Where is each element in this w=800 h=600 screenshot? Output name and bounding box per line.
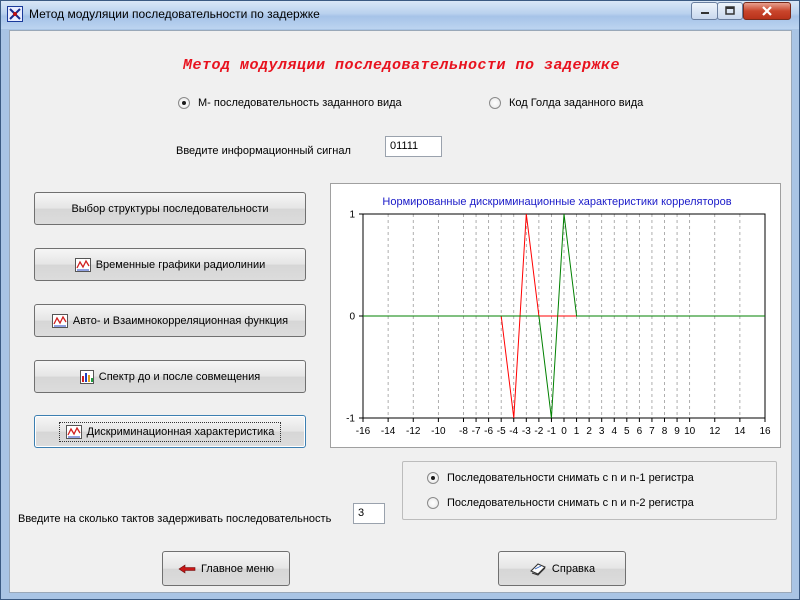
spectrum-button[interactable] [34, 360, 306, 393]
x-tick-label: -6 [484, 426, 494, 437]
info-signal-input[interactable]: 01111 [385, 136, 442, 157]
radio-dot [178, 97, 190, 109]
main-menu-button[interactable] [162, 551, 290, 586]
client-area [9, 30, 792, 593]
y-tick-label: 0 [349, 311, 355, 323]
register-options-group [402, 461, 777, 520]
delay-input[interactable]: 3 [353, 503, 385, 524]
time-graphs-button[interactable] [34, 248, 306, 281]
close-button[interactable] [743, 2, 791, 20]
maximize-button[interactable] [717, 2, 743, 20]
radio-dot [489, 97, 501, 109]
discriminator-chart [331, 184, 780, 447]
x-tick-label: -12 [406, 426, 421, 437]
x-tick-label: 4 [611, 426, 618, 437]
radio-register-n2[interactable] [427, 497, 694, 509]
y-tick-label: -1 [346, 413, 355, 425]
graph-icon [75, 258, 91, 272]
discriminator-button[interactable] [34, 415, 306, 448]
info-signal-label: Введите информационный сигнал [176, 145, 351, 157]
x-tick-label: 16 [759, 426, 771, 437]
x-tick-label: 5 [624, 426, 630, 437]
x-tick-label: 2 [586, 426, 592, 437]
minimize-button[interactable] [691, 2, 718, 20]
x-tick-label: 8 [661, 426, 668, 437]
x-tick-label: -8 [459, 426, 468, 437]
button-label: Справка [551, 562, 596, 575]
graph-icon [66, 425, 82, 439]
page-title: Метод модуляции последовательности по задержке [182, 57, 621, 74]
button-label: Главное меню [200, 562, 275, 575]
app-icon[interactable] [7, 6, 23, 22]
x-tick-label: 3 [598, 426, 605, 437]
graph-icon [52, 314, 68, 328]
x-tick-label: -14 [380, 426, 396, 437]
minimize-icon [700, 6, 710, 16]
radio-m-sequence[interactable] [178, 97, 402, 109]
radio-label: Последовательности снимать с n и n-2 регистра [447, 497, 694, 509]
x-tick-label: 6 [636, 426, 643, 437]
delay-label: Введите на сколько тактов задерживать последовательность [18, 513, 332, 525]
radio-gold-code[interactable] [489, 97, 643, 109]
x-tick-label: 1 [573, 426, 580, 437]
structure-button[interactable] [34, 192, 306, 225]
x-tick-label: -2 [534, 426, 544, 437]
x-tick-label: 0 [561, 426, 567, 437]
x-tick-label: 9 [674, 426, 680, 437]
chart-panel [330, 183, 781, 448]
close-icon [761, 5, 773, 17]
button-label: Временные графики радиолинии [95, 258, 266, 271]
radio-label: Последовательности снимать с n и n-1 регистра [447, 472, 694, 484]
x-tick-label: -1 [546, 426, 556, 437]
spectrum-icon [80, 370, 94, 384]
x-tick-label: -10 [431, 426, 446, 437]
x-tick-label: 7 [649, 426, 655, 437]
x-tick-label: -16 [355, 426, 371, 437]
x-tick-label: -4 [509, 426, 519, 437]
button-label: Авто- и Взаимнокорреляционная функция [72, 314, 289, 327]
button-label: Дискриминационная характеристика [86, 425, 275, 438]
x-tick-label: 12 [709, 426, 721, 437]
radio-label: Код Голда заданного вида [509, 97, 644, 109]
y-tick-label: 1 [349, 209, 355, 221]
help-button[interactable] [498, 551, 626, 586]
radio-label: М- последовательность заданного вида [198, 97, 402, 109]
x-tick-label: -7 [471, 426, 481, 437]
arrow-left-icon [178, 564, 196, 574]
title-bar[interactable] [1, 1, 799, 29]
chart-title: Нормированные дискриминационные характеристики корреляторов [382, 196, 732, 208]
button-label: Выбор структуры последовательности [71, 202, 269, 215]
x-tick-label: -5 [496, 426, 506, 437]
book-icon [529, 562, 547, 576]
radio-dot [427, 472, 439, 484]
x-tick-label: 14 [734, 426, 746, 437]
maximize-icon [725, 6, 735, 16]
button-label: Спектр до и после совмещения [98, 370, 261, 383]
x-tick-label: -3 [521, 426, 531, 437]
radio-register-n1[interactable] [427, 472, 694, 484]
correlation-button[interactable] [34, 304, 306, 337]
radio-dot [427, 497, 439, 509]
x-tick-label: 10 [684, 426, 696, 437]
window-title: Метод модуляции последовательности по задержке [29, 7, 320, 21]
